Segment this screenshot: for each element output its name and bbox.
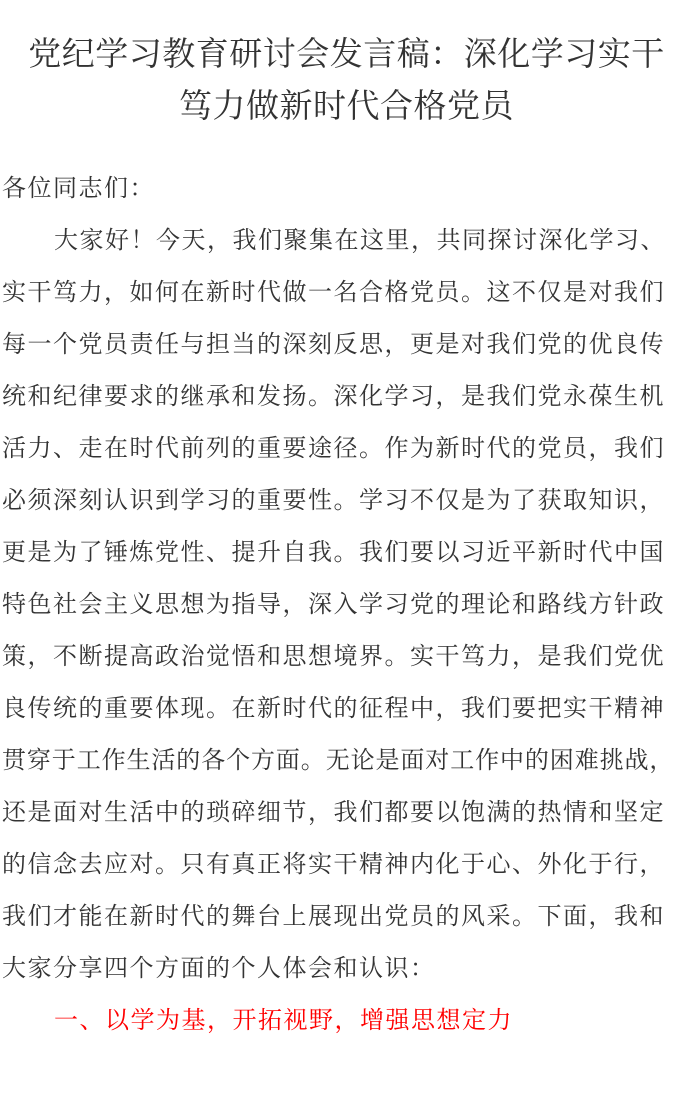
- paragraph-line: 我们才能在新时代的舞台上展现出党员的风采。下面，我和: [2, 902, 665, 930]
- paragraph-line: 大家好！今天，我们聚集在这里，共同探讨深化学习、: [54, 226, 666, 254]
- paragraph-line: 还是面对生活中的琐碎细节，我们都要以饱满的热情和坚定: [2, 798, 665, 826]
- title-line-1: 党纪学习教育研讨会发言稿：深化学习实干: [28, 34, 665, 73]
- paragraph-line: 良传统的重要体现。在新时代的征程中，我们要把实干精神: [2, 694, 665, 722]
- intro-paragraph: [2, 214, 693, 994]
- paragraph-line: 更是为了锤炼党性、提升自我。我们要以习近平新时代中国: [2, 538, 665, 566]
- paragraph-line: 统和纪律要求的继承和发扬。深化学习，是我们党永葆生机: [2, 382, 665, 410]
- paragraph-line: 贯穿于工作生活的各个方面。无论是面对工作中的困难挑战，: [2, 746, 675, 774]
- document-title: [2, 28, 691, 132]
- salutation: 各位同志们：: [2, 174, 155, 202]
- paragraph-line: 的信念去应对。只有真正将实干精神内化于心、外化于行，: [2, 850, 665, 878]
- title-line-2: 笃力做新时代合格党员: [179, 86, 514, 125]
- paragraph-line: 策，不断提高政治觉悟和思想境界。实干笃力，是我们党优: [2, 642, 665, 670]
- paragraph-line: 大家分享四个方面的个人体会和认识：: [2, 954, 436, 982]
- paragraph-line: 每一个党员责任与担当的深刻反思，更是对我们党的优良传: [2, 330, 665, 358]
- paragraph-line: 活力、走在时代前列的重要途径。作为新时代的党员，我们: [2, 434, 665, 462]
- document-body: [2, 162, 693, 1046]
- paragraph-line: 特色社会主义思想为指导，深入学习党的理论和路线方针政: [2, 590, 665, 618]
- section-heading: 一、以学为基，开拓视野，增强思想定力: [54, 1006, 513, 1034]
- paragraph-line: 实干笃力，如何在新时代做一名合格党员。这不仅是对我们: [2, 278, 665, 306]
- paragraph-line: 必须深刻认识到学习的重要性。学习不仅是为了获取知识，: [2, 486, 665, 514]
